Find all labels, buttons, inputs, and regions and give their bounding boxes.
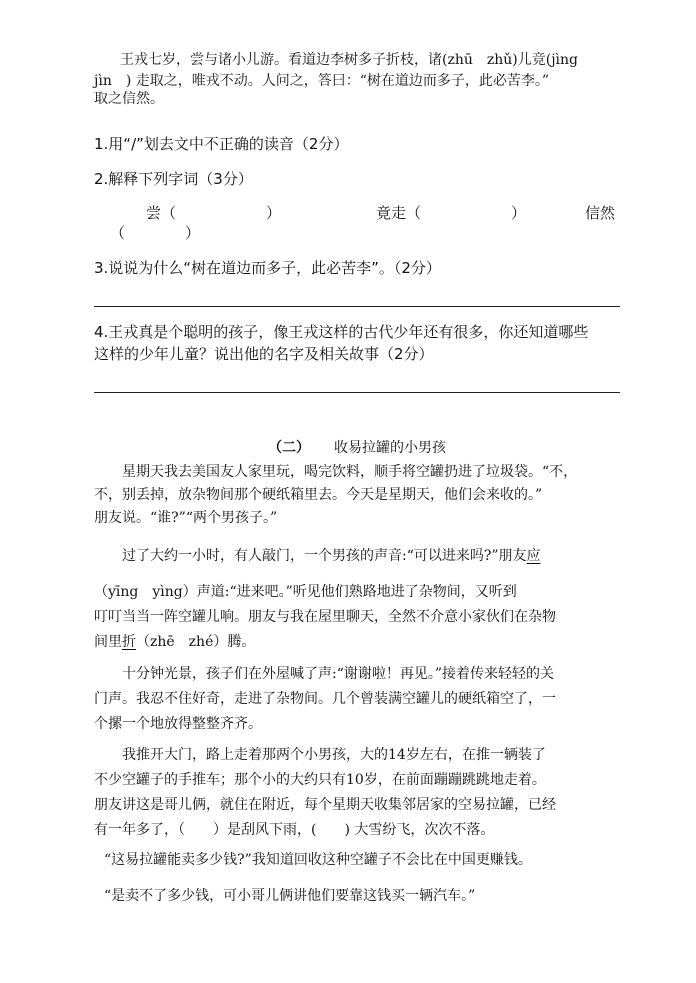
question-4-line: 4.王戎真是个聪明的孩子，像王戎这样的古代少年还有很多，你还知道哪些 [94, 323, 589, 341]
answer-line-q4[interactable] [94, 392, 620, 393]
paragraph-text: 过了大约一小时，有人敲门，一个男孩的声音:“可以进来吗?”朋友 [122, 548, 527, 564]
q2-item-3-paren[interactable]: （ ） [110, 224, 201, 242]
paragraph-7 [104, 886, 620, 907]
paragraph-line: （yīng yìng）声道:“进来吧。”听见他们熟路地进了杂物间，又听到 [94, 584, 517, 600]
paragraph-line: “是卖不了多少钱，可小哥儿俩讲他们要靠这钱买一辆汽车。” [104, 888, 476, 904]
section-2-number: （二） [268, 440, 310, 456]
q2-item-2[interactable]: 竟走（ ） [376, 204, 527, 222]
paragraph-text: （zhē zhé）腾。 [136, 634, 256, 650]
paragraph-line: 门声。我忍不住好奇，走进了杂物间。几个曾装满空罐儿的硬纸箱空了，一 [94, 691, 556, 707]
underlined-char-zhe: 折 [122, 634, 136, 650]
paragraph-line: 个摞一个地放得整整齐齐。 [94, 716, 262, 732]
q2-item-xinran-answer[interactable] [110, 222, 200, 244]
question-4-line: 这样的少年儿童？说出他的名字及相关故事（2分） [94, 345, 434, 363]
passage-wangrong [120, 50, 620, 71]
paragraph-line: 十分钟光景，孩子们在外屋喊了声:“谢谢啦！再见。”接着传来轻轻的关 [122, 666, 555, 682]
paragraph-text: 间里 [94, 634, 122, 650]
paragraph-5 [94, 743, 620, 843]
section-2-title: 收易拉罐的小男孩 [334, 440, 446, 456]
passage-line: 取之信然。 [94, 91, 164, 107]
passage-line: jìn ) 走取之，唯戎不动。人问之，答曰：“树在道边而多子，此必苦李。” [94, 73, 550, 89]
q2-item-chang[interactable] [146, 202, 281, 224]
paragraph-line: 朋友讲这是哥儿俩，就住在附近，每个星期天收集邻居家的空易拉罐，已经 [94, 797, 556, 813]
q2-item-xinran[interactable] [585, 202, 615, 224]
passage-wangrong-cont [94, 71, 620, 110]
paragraph-line: “这易拉罐能卖多少钱?”我知道回收这种空罐子不会比在中国更赚钱。 [104, 852, 532, 868]
paragraph-line: 我推开大门，路上走着那两个小男孩，大的14岁左右，在推一辆装了 [122, 747, 546, 763]
paragraph-line [94, 630, 620, 655]
paragraph-6 [104, 850, 620, 871]
paragraph-line: 有一年多了，（ ）是刮风下雨，( ) 大雪纷飞，次次不落。 [94, 822, 495, 838]
question-2-text: 2.解释下列字词（3分） [94, 170, 253, 188]
question-2 [94, 168, 620, 190]
paragraph-1 [94, 461, 620, 530]
q2-item-1[interactable]: 尝（ ） [146, 204, 282, 222]
question-3-text: 3.说说为什么“树在道边而多子，此必苦李”。（2分） [94, 259, 441, 277]
answer-line-q3[interactable] [94, 306, 620, 307]
underlined-char-ying: 应 [526, 548, 541, 564]
paragraph-line [94, 546, 620, 567]
q2-item-3: 信然 [585, 204, 616, 222]
paragraph-4 [94, 662, 620, 737]
paragraph-line: 不少空罐子的手推车；那个小的大约只有10岁，在前面蹦蹦跳跳地走着。 [94, 772, 546, 788]
section-2-heading [94, 437, 620, 457]
paragraph-2 [94, 546, 620, 567]
paragraph-3 [94, 580, 620, 655]
q2-item-jingzou[interactable] [376, 202, 526, 224]
question-1-text: 1.用“/”划去文中不正确的读音（2分） [94, 135, 349, 153]
passage-line: 王戎七岁，尝与诸小儿游。看道边李树多子折枝，诸(zhū zhǔ)儿竞(jìng [120, 52, 578, 68]
paragraph-line: 叮叮当当一阵空罐儿响。朋友与我在屋里聊天，全然不介意小家伙们在杂物 [94, 609, 556, 625]
paragraph-line: 朋友说。“谁?”“两个男孩子。” [94, 510, 278, 526]
question-4 [94, 321, 620, 365]
question-3 [94, 257, 620, 279]
paragraph-line: 不，别丢掉，放杂物间那个硬纸箱里去。今天是星期天，他们会来收的。” [94, 487, 543, 503]
question-1 [94, 133, 620, 155]
paragraph-line: 星期天我去美国友人家里玩，喝完饮料，顺手将空罐扔进了垃圾袋。“不， [122, 464, 578, 480]
